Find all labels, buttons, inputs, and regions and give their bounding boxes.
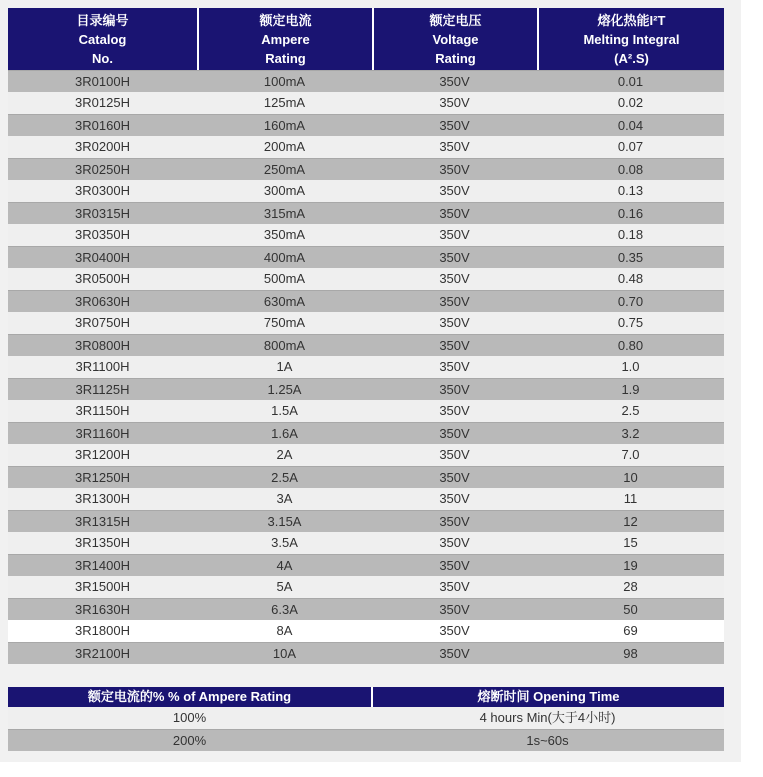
table-row	[8, 532, 724, 554]
melting-integral-cell: 50	[623, 602, 638, 617]
ampere-rating-cell: 350mA	[263, 227, 306, 242]
ampere-rating-cell: 1A	[276, 359, 293, 374]
header-cell-voltage	[372, 8, 537, 70]
catalog-cell: 3R0160H	[75, 118, 130, 133]
catalog-cell: 3R0125H	[75, 95, 130, 110]
voltage-rating-cell: 350V	[439, 294, 470, 309]
voltage-rating-cell: 350V	[439, 162, 470, 177]
table-row	[8, 356, 724, 378]
catalog-cell: 3R1125H	[75, 382, 130, 397]
table-row	[8, 246, 724, 268]
table-row	[8, 92, 724, 114]
melting-integral-cell: 0.18	[617, 227, 644, 242]
opening-table-body	[8, 707, 724, 751]
header-cell-opening-time: 熔断时间 Opening Time	[371, 687, 724, 707]
table-row	[8, 554, 724, 576]
percent-of-ampere-cell: 100%	[172, 710, 207, 725]
melting-integral-cell: 98	[623, 646, 638, 661]
melting-integral-cell: 0.80	[617, 338, 644, 353]
melting-integral-cell: 1.9	[621, 382, 640, 397]
catalog-cell: 3R1500H	[75, 579, 130, 594]
header-line-en1: Melting Integral	[583, 31, 680, 47]
melting-integral-cell: 0.16	[617, 206, 644, 221]
header-line-zh: 额定电流	[259, 12, 312, 28]
catalog-cell: 3R0400H	[75, 250, 130, 265]
ampere-rating-cell: 5A	[276, 579, 293, 594]
ampere-rating-cell: 1.6A	[271, 426, 298, 441]
header-line-en2: No.	[92, 50, 113, 66]
header-line-en2: Rating	[265, 50, 306, 66]
table-row	[8, 70, 724, 92]
header-line-zh: 额定电压	[429, 12, 482, 28]
header-line-en2: Rating	[435, 50, 476, 66]
table-row	[8, 466, 724, 488]
table-row	[8, 510, 724, 532]
voltage-rating-cell: 350V	[439, 118, 470, 133]
ampere-rating-cell: 500mA	[263, 271, 306, 286]
opening-time-cell: 1s~60s	[526, 733, 569, 748]
table-row	[8, 488, 724, 510]
voltage-rating-cell: 350V	[439, 447, 470, 462]
ampere-rating-cell: 6.3A	[271, 602, 298, 617]
voltage-rating-cell: 350V	[439, 535, 470, 550]
table-row	[8, 114, 724, 136]
table-row	[8, 576, 724, 598]
voltage-rating-cell: 350V	[439, 315, 470, 330]
ampere-rating-cell: 160mA	[263, 118, 306, 133]
ampere-rating-cell: 10A	[272, 646, 297, 661]
catalog-cell: 3R1315H	[75, 514, 130, 529]
table-row	[8, 158, 724, 180]
table-row	[8, 268, 724, 290]
ampere-rating-cell: 3A	[276, 491, 293, 506]
voltage-rating-cell: 350V	[439, 227, 470, 242]
catalog-cell: 3R1250H	[75, 470, 130, 485]
voltage-rating-cell: 350V	[439, 382, 470, 397]
header-line-en1: Ampere	[261, 31, 310, 47]
catalog-cell: 3R1160H	[75, 426, 130, 441]
melting-integral-cell: 0.08	[617, 162, 644, 177]
catalog-cell: 3R1150H	[75, 403, 130, 418]
voltage-rating-cell: 350V	[439, 514, 470, 529]
header-cell-percent-of-ampere: 额定电流的% % of Ampere Rating	[87, 689, 292, 704]
voltage-rating-cell: 350V	[439, 338, 470, 353]
catalog-cell: 3R0315H	[75, 206, 130, 221]
table-row	[8, 180, 724, 202]
catalog-cell: 3R0300H	[75, 183, 130, 198]
table-row	[8, 707, 724, 729]
ampere-rating-cell: 250mA	[263, 162, 306, 177]
catalog-cell: 3R0350H	[75, 227, 130, 242]
voltage-rating-cell: 350V	[439, 646, 470, 661]
ampere-rating-cell: 1.5A	[271, 403, 298, 418]
melting-integral-cell: 0.70	[617, 294, 644, 309]
table-row	[8, 378, 724, 400]
opening-table-header	[8, 687, 724, 707]
melting-integral-cell: 0.07	[617, 139, 644, 154]
header-cell-melting-integral	[537, 8, 724, 70]
ampere-rating-cell: 2A	[276, 447, 293, 462]
ampere-rating-cell: 4A	[276, 558, 293, 573]
table-row	[8, 620, 724, 642]
melting-integral-cell: 69	[623, 623, 638, 638]
ampere-rating-cell: 200mA	[263, 139, 306, 154]
ampere-rating-cell: 300mA	[263, 183, 306, 198]
catalog-cell: 3R1200H	[75, 447, 130, 462]
table-row	[8, 136, 724, 158]
table-row	[8, 312, 724, 334]
ampere-rating-cell: 125mA	[263, 95, 306, 110]
table-row	[8, 444, 724, 466]
ampere-rating-cell: 400mA	[263, 250, 306, 265]
catalog-cell: 3R1100H	[75, 359, 130, 374]
melting-integral-cell: 12	[623, 514, 638, 529]
voltage-rating-cell: 350V	[439, 95, 470, 110]
voltage-rating-cell: 350V	[439, 558, 470, 573]
voltage-rating-cell: 350V	[439, 491, 470, 506]
ampere-rating-cell: 630mA	[263, 294, 306, 309]
voltage-rating-cell: 350V	[439, 183, 470, 198]
spec-table-header	[8, 8, 724, 70]
ampere-rating-cell: 8A	[276, 623, 293, 638]
header-line-en1: Catalog	[78, 31, 127, 47]
table-row	[8, 202, 724, 224]
catalog-cell: 3R2100H	[75, 646, 130, 661]
melting-integral-cell: 3.2	[621, 426, 640, 441]
melting-integral-cell: 10	[623, 470, 638, 485]
table-row	[8, 290, 724, 312]
catalog-cell: 3R1800H	[75, 623, 130, 638]
melting-integral-cell: 0.13	[617, 183, 644, 198]
header-line-en2: (A².S)	[614, 50, 649, 66]
opening-time-cell: 4 hours Min(大于4小时)	[479, 710, 616, 725]
table-row	[8, 334, 724, 356]
voltage-rating-cell: 350V	[439, 470, 470, 485]
ampere-rating-cell: 750mA	[263, 315, 306, 330]
voltage-rating-cell: 350V	[439, 139, 470, 154]
header-line-en1: Voltage	[432, 31, 479, 47]
voltage-rating-cell: 350V	[439, 602, 470, 617]
catalog-cell: 3R1300H	[75, 491, 130, 506]
header-line-zh: 目录编号	[76, 12, 129, 28]
melting-integral-cell: 0.01	[617, 74, 644, 89]
ampere-rating-cell: 2.5A	[271, 470, 298, 485]
ampere-rating-cell: 100mA	[263, 74, 306, 89]
table-row	[8, 598, 724, 620]
voltage-rating-cell: 350V	[439, 403, 470, 418]
melting-integral-cell: 7.0	[621, 447, 640, 462]
percent-of-ampere-cell: 200%	[172, 733, 207, 748]
melting-integral-cell: 0.75	[617, 315, 644, 330]
ampere-rating-cell: 315mA	[263, 206, 306, 221]
melting-integral-cell: 28	[623, 579, 638, 594]
melting-integral-cell: 19	[623, 558, 638, 573]
melting-integral-cell: 0.02	[617, 95, 644, 110]
catalog-cell: 3R0750H	[75, 315, 130, 330]
catalog-cell: 3R1400H	[75, 558, 130, 573]
catalog-cell: 3R0800H	[75, 338, 130, 353]
catalog-cell: 3R1630H	[75, 602, 130, 617]
ampere-rating-cell: 3.15A	[267, 514, 302, 529]
voltage-rating-cell: 350V	[439, 250, 470, 265]
table-row	[8, 224, 724, 246]
ampere-rating-cell: 3.5A	[271, 535, 298, 550]
catalog-cell: 3R0250H	[75, 162, 130, 177]
voltage-rating-cell: 350V	[439, 579, 470, 594]
ampere-rating-cell: 800mA	[263, 338, 306, 353]
voltage-rating-cell: 350V	[439, 74, 470, 89]
ampere-rating-cell: 1.25A	[267, 382, 302, 397]
melting-integral-cell: 0.04	[617, 118, 644, 133]
voltage-rating-cell: 350V	[439, 359, 470, 374]
melting-integral-cell: 2.5	[621, 403, 640, 418]
catalog-cell: 3R0200H	[75, 139, 130, 154]
table-row	[8, 400, 724, 422]
melting-integral-cell: 11	[623, 491, 638, 506]
voltage-rating-cell: 350V	[439, 271, 470, 286]
voltage-rating-cell: 350V	[439, 623, 470, 638]
catalog-cell: 3R0630H	[75, 294, 130, 309]
voltage-rating-cell: 350V	[439, 426, 470, 441]
table-row	[8, 729, 724, 751]
spec-table	[8, 8, 724, 664]
catalog-cell: 3R0500H	[75, 271, 130, 286]
catalog-cell: 3R1350H	[75, 535, 130, 550]
melting-integral-cell: 1.0	[621, 359, 640, 374]
table-gap	[8, 664, 733, 687]
table-row	[8, 642, 724, 664]
catalog-cell: 3R0100H	[75, 74, 130, 89]
voltage-rating-cell: 350V	[439, 206, 470, 221]
header-cell-catalog	[8, 8, 197, 70]
melting-integral-cell: 0.35	[617, 250, 644, 265]
header-line-zh: 熔化热能I²T	[597, 12, 666, 28]
header-cell-ampere	[197, 8, 372, 70]
table-row	[8, 422, 724, 444]
melting-integral-cell: 0.48	[617, 271, 644, 286]
opening-time-table	[8, 687, 724, 751]
spec-table-body	[8, 70, 724, 664]
melting-integral-cell: 15	[623, 535, 638, 550]
